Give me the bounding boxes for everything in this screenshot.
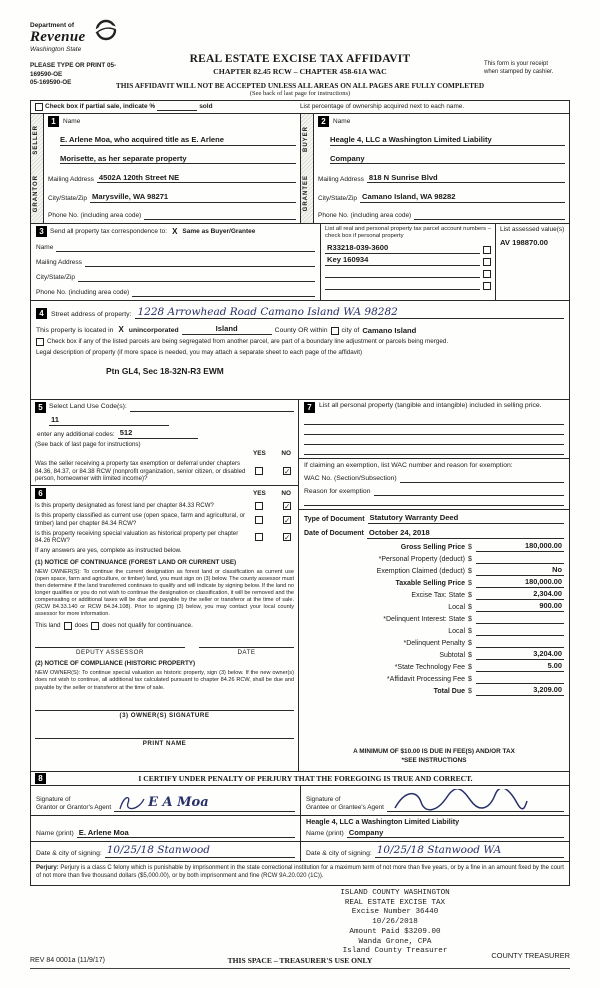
city-checkbox [331, 327, 339, 335]
corr-phone-label: Phone No. (including area code) [36, 289, 130, 297]
send-correspondence-label: Send all property tax correspondence to: [50, 227, 168, 235]
dollar-sign: $ [468, 579, 472, 587]
grantee-signature-scribble [389, 789, 529, 813]
personal-property-line-1 [304, 415, 564, 425]
fee-label: *Delinquent Interest: State [383, 615, 465, 623]
receipt-note-line2: when stamped by cashier. [484, 69, 554, 76]
county-value: Island [215, 324, 238, 334]
grantor-name-cell [31, 816, 300, 842]
grantee-printed-name-line2: Company [348, 827, 384, 837]
logo-dept-text: Department of [30, 22, 75, 29]
form-code-2: 05-169590-OE [30, 79, 72, 86]
grantee-date-city-handwriting: 10/25/18 Stanwood WA [376, 844, 502, 857]
street-address-section [31, 301, 569, 400]
grantor-date-city-handwriting: 10/25/18 Stanwood [106, 844, 211, 857]
dollar-sign: $ [468, 591, 472, 599]
notice-compliance-body: NEW OWNER(S): To continue special valuation as historic property, sign (3) below. If the new owner(s) does not wish to continue, all additional tax calculated pursuant to chapter 84.26 RCW, shall be due and payable by the seller or transferor at the time of sale. [35, 670, 294, 691]
parcel-3-personal-checkbox [483, 270, 491, 278]
grantee-side-label: GRANTEE [303, 174, 310, 212]
land-use-line [130, 403, 294, 412]
logo-revenue-text: Revenue [30, 29, 86, 45]
grantor-name-print-label: Name (print) [36, 830, 74, 838]
reason-field [374, 487, 565, 496]
fee-value: 5.00 [476, 662, 564, 672]
fee-row [304, 674, 564, 685]
dollar-sign: $ [468, 603, 472, 611]
stamp-treasurer-title: Island County Treasurer [342, 947, 448, 956]
stamp-excise-number: Excise Number 36440 [351, 908, 439, 917]
perjury-clause [31, 861, 569, 885]
buyer-side-label: BUYER [303, 125, 310, 152]
seller-city-label: City/State/Zip [48, 194, 88, 202]
buyer-phone-label: Phone No. (including area code) [318, 212, 412, 220]
section-5-number: 5 [35, 402, 46, 413]
parcel-number-1: R33218-039-3600 [327, 243, 389, 253]
unincorporated-label: unincorporated [128, 326, 179, 334]
fee-row [304, 578, 564, 589]
fee-row [304, 638, 564, 649]
dollar-sign: $ [468, 567, 472, 575]
please-type-line: PLEASE TYPE OR PRINT 05- [30, 62, 117, 69]
if-yes-note: If any answers are yes, complete as instructed below. [35, 547, 182, 555]
city-of-label: city of [341, 326, 360, 334]
form-revision-number: REV 84 0001a (11/9/17) [30, 957, 105, 964]
grantor-signature-cell [31, 786, 300, 816]
current-use-question: Is this property classified as current use (open space, farm and agricultural, or timber) land per chapter 84.34 RCW? [35, 512, 245, 527]
this-land-label: This land [35, 622, 61, 630]
form-code-1: 169590-OE [30, 70, 63, 78]
seller-address-label: Mailing Address [48, 175, 94, 183]
personal-property-line-3 [304, 435, 564, 445]
dollar-sign: $ [468, 615, 472, 623]
fee-value: 180,000.00 [476, 578, 564, 588]
fee-label: Local [448, 603, 465, 611]
partial-sale-percent-field [157, 103, 197, 111]
same-as-x-mark: X [172, 226, 178, 236]
historic-yes-checkbox [255, 533, 263, 541]
seller-side-strip [31, 114, 44, 223]
dollar-sign: $ [468, 651, 472, 659]
selling-price-section [299, 400, 569, 771]
land-use-code-value: 11 [51, 415, 60, 424]
fee-row [304, 686, 564, 697]
parcel-number-4-field [325, 281, 480, 290]
fee-value [476, 623, 564, 624]
section-8-number: 8 [35, 773, 46, 784]
deputy-assessor-label: DEPUTY ASSESSOR [76, 649, 144, 657]
fee-label: Taxable Selling Price [395, 579, 465, 587]
section-7-number: 7 [304, 402, 315, 413]
buyer-address-label: Mailing Address [318, 175, 364, 183]
notice-compliance-title: (2) NOTICE OF COMPLIANCE (HISTORIC PROPERTY) [35, 660, 196, 668]
additional-codes-value: 512 [119, 427, 133, 437]
treasurer-stamp [295, 889, 495, 957]
print-name-line [35, 731, 294, 739]
partial-sale-label: Check box if partial sale, indicate % [45, 103, 156, 111]
stamp-title: REAL ESTATE EXCISE TAX [344, 898, 446, 907]
revenue-swoosh-icon [94, 18, 118, 42]
fee-value: 900.00 [476, 602, 564, 612]
stamp-county: ISLAND COUNTY WASHINGTON [340, 889, 450, 897]
personal-property-label: List all personal property (tangible and intangible) included in selling price. [319, 402, 542, 409]
partial-sale-sold-label: sold [199, 103, 213, 111]
section-6-number: 6 [35, 488, 46, 499]
partial-sale-checkbox [35, 103, 43, 111]
reason-line-2 [304, 496, 564, 506]
fee-value: 2,304.00 [476, 590, 564, 600]
sec6-no-label: NO [281, 489, 291, 497]
fee-value: 3,204.00 [476, 650, 564, 660]
see-back-note: (See back of last page for instructions) [35, 440, 141, 448]
corr-address-field [85, 258, 315, 267]
grantor-signature-of-label: Signature of [36, 796, 71, 803]
grantee-printed-name-line1: Heagle 4, LLC a Washington Limited Liability [306, 817, 460, 826]
deferral-yes-checkbox [255, 467, 263, 475]
sec5-yes-no-header [253, 450, 291, 458]
fee-value: No [476, 566, 564, 576]
buyer-panel [300, 114, 569, 223]
fee-label: Gross Selling Price [400, 543, 465, 551]
county-treasurer-label: COUNTY TREASURER [491, 951, 570, 960]
seller-phone-field [144, 211, 296, 220]
parties-section [31, 114, 569, 224]
fee-row [304, 602, 564, 613]
fee-row [304, 554, 564, 565]
wac-field [400, 474, 564, 483]
minimum-due-note: A MINIMUM OF $10.00 IS DUE IN FEE(S) AND/OR TAX [353, 747, 515, 755]
county-or-label: County OR within [274, 326, 328, 334]
city-value: Camano Island [362, 325, 417, 335]
perjury-body: Perjury is a class C felony which is punishable by imprisonment in the state correctional institution for a maximum term of not more than five years, or by a fine in an amount fixed by the court of not more than five thousand dollars ($5,000.00), or by both imprisonment and fine (RCW 9A.20.020 (1C)). [36, 865, 564, 879]
certification-section [31, 772, 569, 861]
buyer-address-value: 818 N Sunrise Blvd [368, 172, 438, 182]
fee-row [304, 542, 564, 553]
fee-value: 180,000.00 [476, 542, 564, 552]
forest-yes-checkbox [255, 502, 263, 510]
does-not-qualify-checkbox [91, 622, 99, 630]
fee-row [304, 662, 564, 673]
fee-value [476, 683, 564, 684]
corr-city-field [78, 273, 315, 282]
fee-row [304, 566, 564, 577]
print-name-label: PRINT NAME [142, 740, 187, 748]
seller-panel [31, 114, 300, 223]
assessed-values-header: List assessed value(s) [500, 226, 565, 233]
receipt-note-line1: This form is your receipt [484, 61, 549, 67]
section-1-number: 1 [48, 116, 59, 127]
stamp-date: 10/26/2018 [372, 918, 418, 927]
notice-continuance-title: (1) NOTICE OF CONTINUANCE (FOREST LAND OR CURRENT USE) [35, 558, 237, 566]
seller-phone-label: Phone No. (including area code) [48, 212, 142, 220]
located-in-label: This property is located in [36, 326, 114, 334]
seller-name-value-1: E. Arlene Moa, who acquired title as E. Arlene [60, 135, 225, 145]
grantee-name-print-label: Name (print) [306, 830, 344, 838]
historic-question: Is this property receiving special valuation as historical property per chapter 84.26 RCW? [35, 529, 239, 545]
dollar-sign: $ [468, 543, 472, 551]
segregated-label: Check box if any of the listed parcels are being segregated from another parcel, are part of a boundary line adjustment or parcels being merged. [47, 338, 449, 346]
fee-table [304, 542, 564, 697]
grantor-side-label: GRANTOR [33, 175, 40, 213]
fee-value: 3,209.00 [476, 686, 564, 696]
form-title: REAL ESTATE EXCISE TAX AFFIDAVIT [189, 53, 411, 65]
deputy-assessor-signature-line [35, 640, 185, 648]
section-4-number: 4 [36, 308, 47, 319]
section-2-number: 2 [318, 116, 329, 127]
stamp-treasurer-name: Wanda Grone, CPA [358, 937, 432, 946]
date-of-document-value: October 24, 2018 [368, 527, 430, 537]
perjury-lead: Perjury: [36, 865, 59, 872]
grantor-signature-handwriting: E A Moa [148, 795, 209, 811]
ownership-note: List percentage of ownership acquired next to each name. [300, 103, 465, 111]
additional-codes-label: enter any additional codes: [37, 430, 115, 438]
receipt-note [484, 60, 572, 76]
legal-description-label: Legal description of property (if more space is needed, you may attach a separate sheet to each page of the affidavit) [36, 349, 363, 356]
sec5-no-label: NO [281, 450, 291, 458]
grantor-printed-name: E. Arlene Moa [78, 827, 129, 837]
dollar-sign: $ [468, 639, 472, 647]
buyer-name-label: Name [333, 117, 351, 125]
parcel-4-personal-checkbox [483, 282, 491, 290]
sec5-yes-label: YES [253, 450, 266, 458]
land-use-section [31, 400, 298, 486]
parcel-numbers-header: List all real and personal property tax parcel account numbers – check box if personal property [325, 226, 492, 240]
see-instructions-note: *SEE INSTRUCTIONS [401, 757, 467, 765]
grantee-signature-of-label: Signature of [306, 796, 341, 803]
unincorporated-x-mark: X [118, 325, 124, 335]
deputy-date-label: DATE [237, 649, 256, 657]
revenue-logo [30, 22, 140, 53]
buyer-city-value: Camano Island, WA 98282 [362, 191, 456, 201]
parcel-number-3-field [325, 269, 480, 278]
seller-side-label: SELLER [33, 124, 40, 155]
parcel-2-personal-checkbox [483, 258, 491, 266]
stamp-amount-paid: Amount Paid $3209.00 [349, 927, 441, 936]
divider [299, 458, 569, 459]
partial-sale-row [31, 101, 569, 114]
buyer-side-strip [301, 114, 314, 223]
deferral-question: Was the seller receiving a property tax exemption or deferral under chapters 84.36, 84.37, or 84.38 RCW (nonprofit organization, senior citizen, or disabled person, homeowner with limited income)? [35, 460, 246, 483]
street-address-handwritten: 1228 Arrowhead Road Camano Island WA 98282 [137, 306, 398, 319]
current-use-no-checkbox: ✓ [284, 515, 291, 524]
wac-label: WAC No. (Section/Subsection) [304, 475, 397, 482]
buyer-city-label: City/State/Zip [318, 194, 358, 202]
street-address-label: Street address of property: [51, 310, 132, 318]
dollar-sign: $ [468, 675, 472, 683]
seller-name-value-2: Morisette, as her separate property [60, 153, 187, 163]
dollar-sign: $ [468, 663, 472, 671]
grantee-date-cell [300, 842, 569, 861]
certify-statement: I CERTIFY UNDER PENALTY OF PERJURY THAT THE FOREGOING IS TRUE AND CORRECT. [138, 773, 473, 783]
corr-name-label: Name [36, 244, 54, 252]
buyer-name-value-1: Heagle 4, LLC a Washington Limited Liability [330, 135, 492, 145]
corr-city-label: City/State/Zip [36, 274, 76, 282]
fee-label: *Delinquent Penalty [403, 639, 465, 647]
segregated-checkbox [36, 338, 44, 346]
corr-phone-field [132, 288, 315, 297]
forest-no-checkbox: ✓ [284, 501, 291, 510]
parcel-number-2: Key 160934 [327, 255, 369, 265]
fee-row [304, 650, 564, 661]
form-chapter: CHAPTER 82.45 RCW – CHAPTER 458-61A WAC [213, 67, 387, 76]
grantee-agent-label: Grantee or Grantee's Agent [306, 804, 384, 811]
personal-property-line-4 [304, 445, 564, 455]
fee-row [304, 614, 564, 625]
grantor-date-city-label: Date & city of signing: [36, 849, 102, 857]
seller-address-value: 4502A 120th Street NE [98, 172, 180, 182]
seller-name-label: Name [63, 117, 81, 125]
fee-row [304, 626, 564, 637]
assessed-value: AV 198870.00 [500, 237, 548, 247]
fee-label: *Affidavit Processing Fee [386, 675, 465, 683]
fee-value [476, 635, 564, 636]
grantor-signature-flourish [116, 793, 148, 813]
corr-address-label: Mailing Address [36, 259, 82, 267]
personal-property-line-2 [304, 425, 564, 435]
fee-value [476, 563, 564, 564]
fee-row [304, 590, 564, 601]
owner-signature-line [35, 703, 294, 711]
same-as-label: Same as Buyer/Grantee [182, 227, 256, 235]
historic-no-checkbox: ✓ [284, 533, 291, 542]
dollar-sign: $ [468, 627, 472, 635]
grantor-agent-label: Grantor or Grantor's Agent [36, 804, 112, 811]
grantee-signature-cell [300, 786, 569, 816]
current-use-yes-checkbox [255, 516, 263, 524]
fee-label: *State Technology Fee [394, 663, 465, 671]
sec6-yes-no-header [253, 490, 291, 498]
deputy-date-line [199, 640, 294, 648]
parcel-1-personal-checkbox [483, 246, 491, 254]
dollar-sign: $ [468, 687, 472, 695]
sec6-yes-label: YES [253, 489, 266, 497]
legal-description-value: Ptn GL4, Sec 18-32N-R3 EWM [106, 365, 224, 376]
grantee-name-cell [300, 816, 569, 842]
logo-state-text: Washington State [30, 46, 82, 53]
reason-label: Reason for exemption [304, 488, 371, 495]
fee-label: Total Due [433, 687, 465, 695]
classification-section [31, 486, 298, 771]
middle-two-column-zone [31, 400, 569, 772]
exemption-header: If claiming an exemption, list WAC number and reason for exemption: [304, 462, 513, 469]
does-not-label: does not qualify for continuance. [102, 622, 193, 630]
date-of-document-label: Date of Document [304, 530, 364, 538]
fee-label: *Personal Property (deduct) [378, 555, 465, 563]
grantee-date-city-label: Date & city of signing: [306, 849, 372, 857]
warning-subtext: (See back of last page for instructions) [249, 90, 351, 97]
forest-land-question: Is this property designated as forest land per chapter 84.33 RCW? [35, 501, 214, 509]
owner-signature-label: (3) OWNER(S) SIGNATURE [119, 712, 210, 720]
warning-text: THIS AFFIDAVIT WILL NOT BE ACCEPTED UNLESS ALL AREAS ON ALL PAGES ARE FULLY COMPLETED [115, 81, 485, 90]
fee-label: Exemption Claimed (deduct) [376, 567, 465, 575]
type-of-document-value: Statutory Warranty Deed [369, 513, 459, 523]
type-of-document-label: Type of Document [304, 515, 365, 523]
divider [299, 509, 569, 510]
footer-rule [30, 968, 570, 969]
fee-label: Excise Tax: State [411, 591, 465, 599]
treasurer-space-label: THIS SPACE – TREASURER'S USE ONLY [227, 956, 373, 965]
dollar-sign: $ [468, 555, 472, 563]
fee-label: Local [448, 627, 465, 635]
tax-correspondence-section [31, 224, 569, 301]
grantor-date-cell [31, 842, 300, 861]
does-qualify-checkbox [64, 622, 72, 630]
seller-city-value: Marysville, WA 98271 [92, 191, 169, 201]
fee-label: Subtotal [439, 651, 465, 659]
section-3-number: 3 [36, 226, 47, 237]
buyer-phone-field [414, 211, 565, 220]
does-label: does [74, 622, 89, 630]
land-use-label: Select Land Use Code(s): [49, 403, 127, 411]
fee-value [476, 647, 564, 648]
corr-name-field [56, 243, 315, 252]
form-body [30, 100, 570, 886]
deferral-no-checkbox: ✓ [284, 467, 291, 476]
buyer-name-value-2: Company [330, 153, 365, 163]
notice-continuance-body: NEW OWNER(S): To continue the current designation as forest land or classification as current use (open space, farm and agriculture, or timber) land, you must sign on (3) below. The county assessor must then determine if the land transferred continues to qualify and will indicate by signing below. If the land no longer qualifies or you do not wish to continue the designation or classification, it will be removed and the compensating or additional taxes will be due and payable by the seller or transferor at the time of sale. (RCW 84.33.140 or RCW 84.34.108). Prior to signing (3) below, you may contact your local county assessor for more information. [35, 568, 294, 618]
